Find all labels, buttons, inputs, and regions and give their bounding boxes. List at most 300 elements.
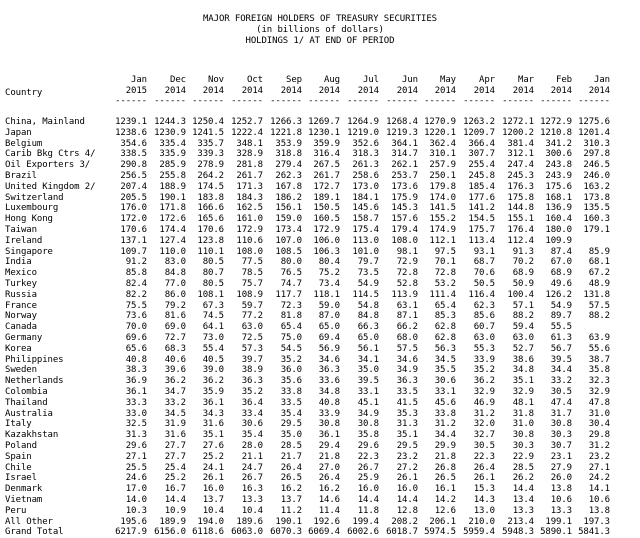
holding-value: 36.9	[125, 376, 147, 387]
holding-value: 89.7	[550, 311, 572, 322]
holding-value: 65.4	[434, 300, 456, 311]
holding-value: 113.0	[352, 235, 379, 246]
holding-value: 199.4	[352, 516, 379, 527]
holding-value: 30.4	[588, 419, 610, 430]
holding-value: 31.2	[588, 441, 610, 451]
column-underline: ------	[231, 96, 263, 106]
holding-value: 56.7	[550, 343, 572, 354]
holding-value: 13.3	[550, 505, 572, 516]
holding-value: 29.8	[588, 430, 610, 441]
holding-value: 108.1	[197, 289, 224, 300]
holding-value: 57.1	[512, 300, 534, 311]
holding-value: 14.4	[357, 495, 379, 505]
holding-value: 50.9	[512, 279, 534, 289]
holding-value: 189.1	[313, 192, 340, 203]
holding-value: 62.8	[434, 333, 456, 343]
holding-value: 16.3	[241, 484, 263, 495]
holding-value: 49.6	[550, 279, 572, 289]
holding-value: 34.8	[318, 387, 340, 397]
holding-value: 11.4	[318, 505, 340, 516]
holding-value: 108.5	[275, 246, 302, 257]
holding-value: 67.3	[202, 300, 224, 311]
holding-value: 338.5	[120, 149, 147, 160]
holding-value: 88.2	[588, 311, 610, 322]
column-month-header: Aug	[324, 75, 340, 85]
holding-value: 312.1	[507, 149, 534, 160]
holding-value: 61.3	[550, 333, 572, 343]
holding-value: 26.7	[241, 473, 263, 484]
title-line-1: MAJOR FOREIGN HOLDERS OF TREASURY SECURITIES	[202, 14, 437, 24]
holding-value: 34.6	[396, 354, 418, 365]
holding-value: 98.1	[396, 246, 418, 257]
holding-value: 1266.3	[270, 117, 302, 127]
holding-value: 67.0	[550, 257, 572, 268]
holding-value: 35.2	[241, 387, 263, 397]
holding-value: 26.1	[396, 473, 418, 484]
holding-value: 261.3	[352, 160, 379, 171]
holding-value: 26.5	[280, 473, 302, 484]
holding-value: 24.6	[125, 473, 147, 484]
holding-value: 352.6	[352, 138, 379, 149]
holding-value: 16.0	[202, 484, 224, 495]
holding-value: 199.1	[545, 516, 572, 527]
column-month-header: Jan	[131, 75, 147, 85]
holding-value: 29.5	[396, 441, 418, 451]
holding-value: 27.1	[125, 451, 147, 462]
holding-value: 172.0	[120, 214, 147, 225]
country-name: Mexico	[5, 268, 37, 279]
holding-value: 36.2	[473, 376, 495, 387]
column-underline: ------	[424, 96, 456, 106]
holding-value: 87.1	[396, 311, 418, 322]
holding-value: 253.7	[391, 171, 418, 181]
holding-value: 80.0	[280, 257, 302, 268]
country-header: Country	[5, 88, 43, 98]
column-underline: ------	[540, 96, 572, 106]
holding-value: 307.7	[468, 149, 495, 160]
holding-value: 175.8	[507, 192, 534, 203]
holding-value: 26.8	[434, 462, 456, 473]
holding-value: 48.1	[512, 397, 534, 408]
holding-value: 45.1	[357, 397, 379, 408]
holding-value: 27.9	[550, 462, 572, 473]
holding-value: 33.5	[396, 387, 418, 397]
holding-value: 75.7	[241, 279, 263, 289]
holding-value: 68.9	[550, 268, 572, 279]
holding-value: 31.2	[434, 419, 456, 430]
holding-value: 70.1	[434, 257, 456, 268]
holding-value: 310.3	[583, 138, 610, 149]
holding-value: 180.0	[545, 225, 572, 235]
holding-value: 1269.7	[308, 117, 340, 127]
holding-value: 21.8	[318, 451, 340, 462]
holding-value: 46.9	[473, 397, 495, 408]
holding-value: 176.0	[120, 203, 147, 214]
country-name: All Other	[5, 516, 53, 527]
holding-value: 177.6	[468, 192, 495, 203]
holding-value: 111.4	[429, 289, 456, 300]
holding-value: 35.0	[357, 365, 379, 376]
holding-value: 183.8	[197, 192, 224, 203]
holding-value: 1230.9	[154, 127, 186, 138]
holding-value: 250.1	[429, 171, 456, 181]
holding-value: 300.6	[545, 149, 572, 160]
country-name: Chile	[5, 462, 32, 473]
holding-value: 176.3	[507, 181, 534, 192]
holding-value: 33.1	[434, 387, 456, 397]
holding-value: 6156.0	[154, 527, 186, 538]
holding-value: 159.0	[275, 214, 302, 225]
holding-value: 23.1	[550, 451, 572, 462]
country-name: India	[5, 257, 32, 268]
holding-value: 63.0	[512, 333, 534, 343]
holding-value: 62.3	[473, 300, 495, 311]
holding-value: 118.1	[313, 289, 340, 300]
holding-value: 85.8	[125, 268, 147, 279]
holding-value: 30.5	[550, 387, 572, 397]
holding-value: 35.8	[588, 365, 610, 376]
holding-value: 36.1	[125, 387, 147, 397]
holding-value: 38.7	[588, 354, 610, 365]
holding-value: 1200.2	[502, 127, 534, 138]
holding-value: 156.1	[275, 203, 302, 214]
holding-value: 33.1	[357, 387, 379, 397]
holding-value: 171.8	[159, 203, 186, 214]
holding-value: 166.6	[197, 203, 224, 214]
country-name: Singapore	[5, 246, 53, 257]
holding-value: 210.0	[468, 516, 495, 527]
holding-value: 33.9	[318, 408, 340, 419]
holding-value: 29.4	[318, 441, 340, 451]
holding-value: 257.9	[429, 160, 456, 171]
holding-value: 6002.6	[347, 527, 379, 538]
holding-value: 170.6	[120, 225, 147, 235]
holding-value: 53.2	[434, 279, 456, 289]
holding-value: 145.6	[352, 203, 379, 214]
holding-value: 35.6	[280, 376, 302, 387]
holding-value: 91.2	[125, 257, 147, 268]
holding-value: 172.9	[313, 225, 340, 235]
holding-value: 54.9	[550, 300, 572, 311]
holding-value: 1241.5	[192, 127, 224, 138]
holding-value: 52.8	[396, 279, 418, 289]
holding-value: 33.2	[550, 376, 572, 387]
holding-value: 278.9	[197, 160, 224, 171]
holding-value: 34.1	[357, 354, 379, 365]
holding-value: 56.3	[434, 343, 456, 354]
holding-value: 285.9	[159, 160, 186, 171]
holding-value: 30.6	[241, 419, 263, 430]
holding-value: 247.4	[507, 160, 534, 171]
holding-value: 26.5	[434, 473, 456, 484]
holding-value: 80.4	[318, 257, 340, 268]
holding-value: 172.7	[313, 181, 340, 192]
country-name: Sweden	[5, 365, 37, 376]
holding-value: 30.8	[550, 419, 572, 430]
holding-value: 33.9	[473, 354, 495, 365]
holding-value: 30.8	[318, 419, 340, 430]
column-year-header: 2014	[473, 86, 495, 96]
holding-value: 155.2	[429, 214, 456, 225]
country-name: Canada	[5, 322, 37, 333]
holding-value: 30.5	[473, 441, 495, 451]
holding-value: 14.4	[396, 495, 418, 505]
holding-value: 25.9	[357, 473, 379, 484]
country-name: Luxembourg	[5, 203, 59, 214]
column-month-header: Feb	[556, 75, 572, 85]
country-name: Netherlands	[5, 376, 64, 387]
holding-value: 31.6	[164, 430, 186, 441]
holding-value: 72.7	[164, 333, 186, 343]
holding-value: 72.8	[396, 268, 418, 279]
holding-value: 26.2	[512, 473, 534, 484]
holding-value: 59.4	[512, 322, 534, 333]
holding-value: 26.4	[318, 473, 340, 484]
holding-value: 40.5	[202, 354, 224, 365]
holding-value: 13.7	[280, 495, 302, 505]
holding-value: 25.4	[164, 462, 186, 473]
holding-value: 1230.1	[308, 127, 340, 138]
holding-value: 59.7	[241, 300, 263, 311]
holding-value: 109.9	[545, 235, 572, 246]
holding-value: 85.3	[434, 311, 456, 322]
holding-value: 174.0	[429, 192, 456, 203]
holding-value: 207.4	[120, 181, 147, 192]
holding-value: 14.3	[473, 495, 495, 505]
holding-value: 65.6	[125, 343, 147, 354]
holding-value: 1209.7	[463, 127, 495, 138]
holding-value: 173.0	[352, 181, 379, 192]
country-name: Turkey	[5, 279, 37, 289]
holding-value: 73.5	[357, 268, 379, 279]
column-month-header: Jul	[363, 75, 379, 85]
country-name: Thailand	[5, 397, 48, 408]
holding-value: 175.7	[468, 225, 495, 235]
holding-value: 80.5	[202, 279, 224, 289]
holding-value: 73.4	[318, 279, 340, 289]
column-underline: ------	[115, 96, 147, 106]
column-underline: ------	[386, 96, 418, 106]
holding-value: 68.3	[164, 343, 186, 354]
holding-value: 194.0	[197, 516, 224, 527]
holding-value: 65.0	[357, 333, 379, 343]
holding-value: 364.1	[391, 138, 418, 149]
holding-value: 354.6	[120, 138, 147, 149]
holding-value: 57.5	[396, 343, 418, 354]
holding-value: 70.2	[512, 257, 534, 268]
holding-value: 113.9	[391, 289, 418, 300]
holding-value: 67.2	[588, 268, 610, 279]
holding-value: 136.9	[545, 203, 572, 214]
holding-value: 85.6	[473, 311, 495, 322]
holding-value: 10.3	[125, 505, 147, 516]
holding-value: 5890.1	[540, 527, 572, 538]
holding-value: 6118.6	[192, 527, 224, 538]
holding-value: 353.9	[275, 138, 302, 149]
holding-value: 32.9	[512, 387, 534, 397]
holding-value: 172.6	[159, 214, 186, 225]
holding-value: 267.5	[313, 160, 340, 171]
holding-value: 173.8	[583, 192, 610, 203]
holding-value: 81.8	[280, 311, 302, 322]
holding-value: 33.2	[164, 397, 186, 408]
holding-value: 22.3	[473, 451, 495, 462]
holding-value: 62.8	[434, 322, 456, 333]
holding-value: 77.2	[241, 311, 263, 322]
holding-value: 60.7	[473, 322, 495, 333]
holding-value: 34.5	[434, 354, 456, 365]
holding-value: 13.0	[473, 505, 495, 516]
holding-value: 32.7	[473, 430, 495, 441]
holding-value: 14.1	[588, 484, 610, 495]
country-name: Kazakhstan	[5, 430, 59, 441]
country-name: Brazil	[5, 171, 37, 181]
holding-value: 47.8	[588, 397, 610, 408]
column-underline: ------	[270, 96, 302, 106]
holding-value: 165.6	[197, 214, 224, 225]
holding-value: 176.4	[507, 225, 534, 235]
holding-value: 1252.7	[231, 117, 263, 127]
holding-value: 14.0	[125, 495, 147, 505]
holding-value: 28.5	[280, 441, 302, 451]
holding-value: 72.8	[434, 268, 456, 279]
holding-value: 31.3	[125, 430, 147, 441]
country-name: Australia	[5, 408, 53, 419]
column-year-header: 2014	[588, 86, 610, 96]
holding-value: 339.3	[197, 149, 224, 160]
holding-value: 1210.8	[540, 127, 572, 138]
holding-value: 27.6	[202, 441, 224, 451]
holding-value: 110.6	[236, 235, 263, 246]
holding-value: 30.3	[512, 441, 534, 451]
holding-value: 80.5	[202, 257, 224, 268]
holding-value: 1264.9	[347, 117, 379, 127]
holding-value: 34.9	[396, 365, 418, 376]
holding-value: 6018.7	[386, 527, 418, 538]
holding-value: 281.8	[236, 160, 263, 171]
holding-value: 29.5	[280, 419, 302, 430]
holding-value: 10.9	[164, 505, 186, 516]
holding-value: 39.7	[241, 354, 263, 365]
holding-value: 26.4	[473, 462, 495, 473]
holding-value: 366.4	[468, 138, 495, 149]
holding-value: 160.4	[545, 214, 572, 225]
holding-value: 12.8	[396, 505, 418, 516]
holding-value: 68.1	[588, 257, 610, 268]
holding-value: 74.5	[202, 311, 224, 322]
column-year-header: 2014	[164, 86, 186, 96]
holding-value: 184.1	[352, 192, 379, 203]
holding-value: 116.4	[468, 289, 495, 300]
holding-value: 17.0	[125, 484, 147, 495]
holding-value: 208.2	[391, 516, 418, 527]
holding-value: 1220.1	[424, 127, 456, 138]
holding-value: 179.4	[391, 225, 418, 235]
holding-value: 174.5	[197, 181, 224, 192]
holding-value: 246.5	[583, 160, 610, 171]
holding-value: 68.7	[473, 257, 495, 268]
holding-value: 160.5	[313, 214, 340, 225]
holding-value: 34.4	[550, 365, 572, 376]
holding-value: 54.9	[357, 279, 379, 289]
holding-value: 25.2	[164, 473, 186, 484]
holding-value: 27.2	[396, 462, 418, 473]
holding-value: 29.6	[125, 441, 147, 451]
holding-value: 190.1	[159, 192, 186, 203]
country-name: Hong Kong	[5, 214, 53, 225]
holding-value: 83.0	[164, 257, 186, 268]
holding-value: 171.3	[236, 181, 263, 192]
holding-value: 88.2	[512, 311, 534, 322]
holding-value: 335.4	[159, 138, 186, 149]
holding-value: 255.4	[468, 160, 495, 171]
holding-value: 27.7	[164, 451, 186, 462]
holding-value: 34.9	[357, 408, 379, 419]
holding-value: 70.0	[125, 322, 147, 333]
holding-value: 11.8	[357, 505, 379, 516]
holding-value: 117.7	[275, 289, 302, 300]
holding-value: 32.3	[588, 376, 610, 387]
holding-value: 79.7	[357, 257, 379, 268]
holding-value: 155.1	[507, 214, 534, 225]
holding-value: 162.5	[236, 203, 263, 214]
holding-value: 84.8	[357, 311, 379, 322]
holding-value: 15.3	[473, 484, 495, 495]
column-year-header: 2014	[357, 86, 379, 96]
holding-value: 81.6	[164, 311, 186, 322]
holding-value: 31.2	[473, 408, 495, 419]
holding-value: 93.1	[473, 246, 495, 257]
column-year-header: 2014	[550, 86, 572, 96]
holding-value: 31.3	[396, 419, 418, 430]
holding-value: 10.4	[241, 505, 263, 516]
holding-value: 63.1	[396, 300, 418, 311]
holding-value: 29.6	[357, 441, 379, 451]
holding-value: 154.5	[468, 214, 495, 225]
holding-value: 36.1	[202, 397, 224, 408]
holding-value: 261.7	[236, 171, 263, 181]
holding-value: 57.5	[588, 300, 610, 311]
column-month-header: Jan	[594, 75, 610, 85]
holding-value: 36.3	[241, 376, 263, 387]
holding-value: 137.1	[120, 235, 147, 246]
holding-value: 24.1	[202, 462, 224, 473]
holding-value: 163.2	[583, 181, 610, 192]
holding-value: 22.3	[357, 451, 379, 462]
holding-value: 21.8	[434, 451, 456, 462]
country-name: Vietnam	[5, 495, 43, 505]
holding-value: 56.1	[357, 343, 379, 354]
holding-value: 32.9	[588, 387, 610, 397]
column-month-header: Nov	[208, 75, 224, 85]
holding-value: 26.1	[202, 473, 224, 484]
holding-value: 54.5	[280, 343, 302, 354]
holding-value: 213.4	[507, 516, 534, 527]
holding-value: 195.6	[120, 516, 147, 527]
holding-value: 72.9	[396, 257, 418, 268]
holding-value: 31.0	[588, 408, 610, 419]
holding-value: 13.8	[550, 484, 572, 495]
holding-value: 27.0	[318, 462, 340, 473]
holding-value: 172.9	[236, 225, 263, 235]
holding-value: 167.8	[275, 181, 302, 192]
holding-value: 314.7	[391, 149, 418, 160]
column-year-header: 2014	[280, 86, 302, 96]
holding-value: 131.8	[583, 289, 610, 300]
holding-value: 5948.3	[502, 527, 534, 538]
holding-value: 32.9	[473, 387, 495, 397]
holding-value: 184.3	[236, 192, 263, 203]
